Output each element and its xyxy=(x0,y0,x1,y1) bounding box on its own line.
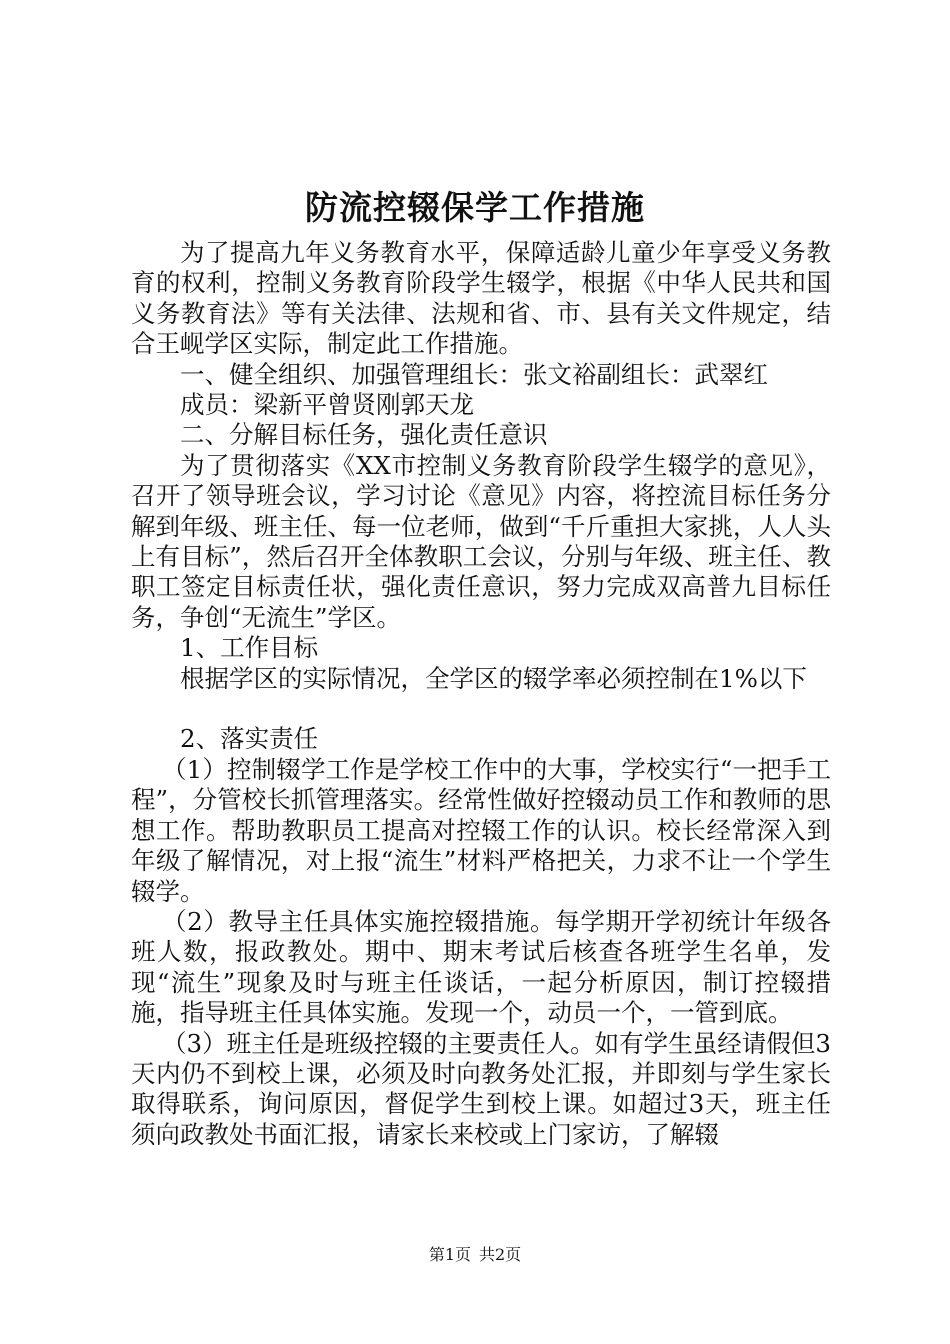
paragraph-goal: 根据学区的实际情况，全学区的辍学率必须控制在1%以下 xyxy=(180,663,807,693)
paragraph-goal-heading: 1、工作目标 xyxy=(180,633,319,663)
paragraph-responsibility-heading: 2、落实责任 xyxy=(180,724,319,754)
paragraph-members: 成员：梁新平曾贤刚郭天龙 xyxy=(180,390,474,420)
document-title: 防流控辍保学工作措施 xyxy=(305,188,645,227)
blank-line xyxy=(131,694,831,724)
paragraph-section-1: 一、健全组织、加强管理组长：张文裕副组长：武翠红 xyxy=(180,359,768,389)
page-total: 共2页 xyxy=(479,1245,522,1264)
page-footer xyxy=(0,1245,950,1265)
paragraph-item-2: （2）教导主任具体实施控辍措施。每学期开学初统计年级各班人数，报政教处。期中、期末考试后核查各班学生名单，发现“流生”现象及时与班主任谈话，一起分析原因，制订控辍措施，指导班主任具体实施。发现一个，动员一个，一管到底。 xyxy=(131,906,831,1028)
page-number: 第1页 xyxy=(428,1245,471,1264)
paragraph-section-2: 二、分解目标任务，强化责任意识 xyxy=(180,420,548,450)
paragraph-item-1: （1）控制辍学工作是学校工作中的大事，学校实行“一把手工程”，分管校长抓管理落实。经常性做好控辍动员工作和教师的思想工作。帮助教职员工提高对控辍工作的认识。校长经常深入到年级了解情况，对上报“流生”材料严格把关，力求不让一个学生辍学。 xyxy=(131,754,831,906)
paragraph-intro: 为了提高九年义务教育水平，保障适龄儿童少年享受义务教育的权利，控制义务教育阶段学生辍学，根据《中华人民共和国义务教育法》等有关法律、法规和省、市、县有关文件规定，结合王岘学区实际，制定此工作措施。 xyxy=(131,238,831,359)
document-body xyxy=(131,238,831,1150)
paragraph-implementation: 为了贯彻落实《XX市控制义务教育阶段学生辍学的意见》，召开了领导班会议，学习讨论《意见》内容，将控流目标任务分解到年级、班主任、每一位老师，做到“千斤重担大家挑，人人头上有目标”，然后召开全体教职工会议，分别与年级、班主任、教职工签定目标责任状，强化责任意识，努力完成双高普九目标任务，争创“无流生”学区。 xyxy=(131,450,831,632)
paragraph-item-3: （3）班主任是班级控辍的主要责任人。如有学生虽经请假但3天内仍不到校上课，必须及时向教务处汇报，并即刻与学生家长取得联系，询问原因，督促学生到校上课。如超过3天，班主任须向政教处书面汇报，请家长来校或上门家访，了解辍 xyxy=(131,1028,831,1149)
